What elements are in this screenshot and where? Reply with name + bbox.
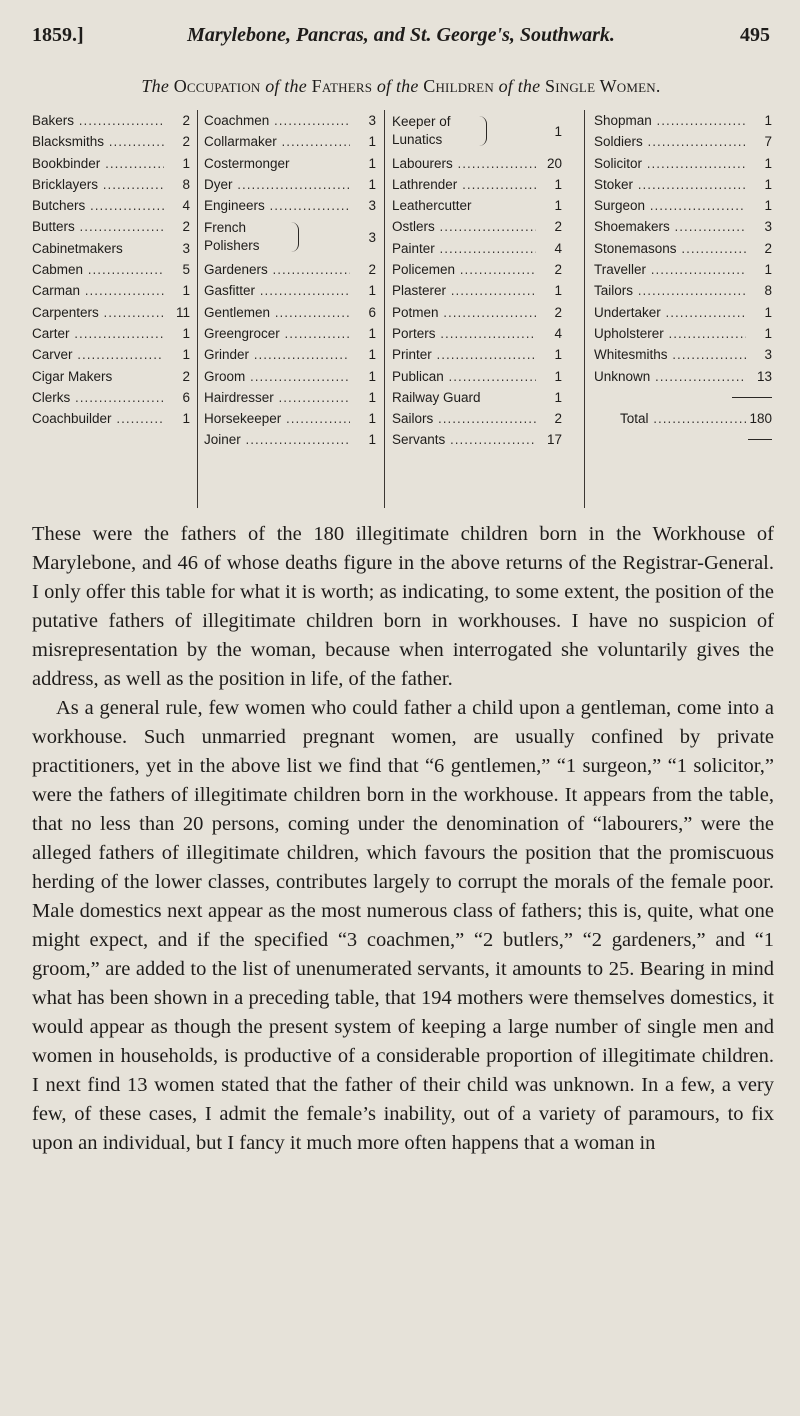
occupation-count: 4: [554, 325, 562, 341]
occupation-count: 3: [764, 219, 772, 235]
occupation-count: 2: [764, 240, 772, 256]
table-row: [392, 259, 562, 280]
occupation-count: 1: [554, 283, 562, 299]
table-row: [392, 110, 562, 153]
occupation-label: Keeper of Lunatics: [392, 114, 451, 147]
occupation-label: Butchers .....: [32, 195, 164, 216]
brace-mark: [290, 222, 299, 252]
occupation-count: 2: [182, 134, 190, 150]
table-row: [32, 280, 190, 301]
occupation-label: Upholsterer .....: [594, 323, 746, 344]
occupation-label: Clerks .....: [32, 387, 164, 408]
occupation-label: Surgeon .....: [594, 195, 746, 216]
occupation-label: Cabinetmakers: [32, 240, 123, 256]
caption-word: Occupation: [173, 76, 261, 96]
occupation-count: 1: [368, 325, 376, 341]
occupation-count: 1: [182, 283, 190, 299]
table-row: [204, 131, 376, 152]
occupation-count: 2: [368, 262, 376, 278]
occupation-label: Carman .....: [32, 280, 164, 301]
occupation-label: Carter .....: [32, 323, 164, 344]
table-column-3: [392, 110, 562, 508]
table-row: [594, 387, 772, 408]
occupation-count: 1: [368, 283, 376, 299]
occupation-label: Dyer .....: [204, 174, 350, 195]
occupation-count: 2: [554, 304, 562, 320]
occupation-count: 1: [764, 155, 772, 171]
table-row: [594, 174, 772, 195]
table-row: [32, 387, 190, 408]
occupation-label: Publican .....: [392, 366, 536, 387]
occupation-count: 2: [182, 368, 190, 384]
table-row: [392, 408, 562, 429]
occupation-count: 1: [182, 155, 190, 171]
occupation-count: 1: [554, 124, 562, 139]
table-row: [32, 110, 190, 131]
table-row: [32, 238, 190, 259]
header-title: Marylebone, Pancras, and St. George's, Southwark.: [187, 24, 615, 46]
table-row: [594, 238, 772, 259]
occupation-count: 4: [182, 198, 190, 214]
occupation-label: Carver .....: [32, 344, 164, 365]
caption-word: Single Women.: [545, 76, 661, 96]
occupation-label: Plasterer .....: [392, 280, 536, 301]
occupation-label: Bricklayers .....: [32, 174, 164, 195]
occupation-label: French Polishers: [204, 220, 260, 254]
caption-word: of the: [265, 76, 307, 96]
occupation-label: Butters .....: [32, 216, 164, 237]
occupation-count: 1: [368, 134, 376, 150]
occupation-label: Stoker .....: [594, 174, 746, 195]
body-text: [32, 520, 774, 1158]
occupation-label: Carpenters .....: [32, 302, 164, 323]
occupation-label: Solicitor .....: [594, 153, 746, 174]
occupation-count: 17: [546, 432, 562, 448]
table-row: [392, 387, 562, 408]
column-divider: [384, 110, 385, 508]
table-row: [32, 259, 190, 280]
occupation-label: Cabmen .....: [32, 259, 164, 280]
occupation-label: Lathrender .....: [392, 174, 536, 195]
paragraph: These were the fathers of the 180 illegitimate children born in the Workhouse of Marylebone, and 46 of whose deaths figure in the above returns of the Registrar-General. I only offer this table for what it is worth; as indicating, to some extent, the position of the putative fathers of illegitimate children born in workhouses. I have no suspicion of misrepresentation by the woman, because when interrogated she voluntarily gives the address, as well as the position in life, of the father.: [32, 523, 774, 690]
occupation-count: 1: [554, 368, 562, 384]
occupation-count: 1: [368, 432, 376, 448]
occupation-label: Bookbinder .....: [32, 153, 164, 174]
occupation-label: Coachbuilder .....: [32, 408, 164, 429]
occupation-label: Undertaker .....: [594, 302, 746, 323]
column-divider: [197, 110, 198, 508]
table-row: [392, 280, 562, 301]
occupation-label: Gasfitter .....: [204, 280, 350, 301]
table-row: [594, 323, 772, 344]
occupation-label: Soldiers .....: [594, 131, 746, 152]
table-row: [204, 429, 376, 450]
table-row: [594, 280, 772, 301]
occupation-count: 7: [764, 134, 772, 150]
occupation-count: 1: [368, 347, 376, 363]
occupation-label: Groom .....: [204, 366, 350, 387]
table-row: [392, 302, 562, 323]
occupation-count: 1: [764, 262, 772, 278]
occupation-count: 1: [764, 304, 772, 320]
caption-word: of the: [376, 76, 419, 96]
table-row: [594, 429, 772, 450]
table-row: [32, 153, 190, 174]
table-row: [594, 259, 772, 280]
sum-rule: [748, 439, 772, 440]
caption-word: Fathers: [311, 76, 373, 96]
table-row: [32, 174, 190, 195]
table-row: [594, 366, 772, 387]
occupation-label: Leathercutter: [392, 198, 472, 214]
occupation-count: 2: [182, 219, 190, 235]
occupation-label: Servants .....: [392, 429, 536, 450]
occupation-label: Traveller .....: [594, 259, 746, 280]
table-row: [204, 344, 376, 365]
occupation-count: 2: [554, 411, 562, 427]
header-year: 1859.]: [32, 24, 84, 46]
occupation-label: Greengrocer .....: [204, 323, 350, 344]
occupation-count: 3: [182, 240, 190, 256]
occupation-label: Cigar Makers: [32, 368, 113, 384]
occupation-count: 3: [368, 113, 376, 128]
occupation-count: 8: [764, 283, 772, 299]
occupation-count: 8: [182, 176, 190, 192]
total-count: 180: [749, 411, 772, 427]
occupation-count: 4: [554, 240, 562, 256]
occupation-label: Grinder .....: [204, 344, 350, 365]
table-row: [392, 195, 562, 216]
occupation-label: Tailors .....: [594, 280, 746, 301]
table-row: [32, 302, 190, 323]
occupation-count: 1: [764, 198, 772, 214]
table-row: [594, 195, 772, 216]
occupation-count: 1: [182, 347, 190, 363]
table-row: [594, 110, 772, 131]
table-caption: [32, 76, 770, 97]
caption-word: The: [141, 76, 170, 96]
occupation-label: Horsekeeper .....: [204, 408, 350, 429]
occupation-count: 1: [554, 176, 562, 192]
occupation-count: 1: [368, 411, 376, 427]
table-row: [204, 323, 376, 344]
table-column-4: [594, 110, 772, 508]
table-row: [32, 131, 190, 152]
occupation-count: 1: [182, 411, 190, 427]
caption-word: Children: [423, 76, 494, 96]
table-row: [392, 174, 562, 195]
occupation-count: 11: [175, 304, 190, 320]
table-row: [204, 387, 376, 408]
sum-rule: [732, 397, 772, 398]
occupation-count: 1: [764, 176, 772, 192]
occupation-label: Printer .....: [392, 344, 536, 365]
occupation-label: Engineers .....: [204, 195, 350, 216]
occupation-label: Gentlemen .....: [204, 302, 350, 323]
caption-word: of the: [498, 76, 541, 96]
occupation-count: 2: [182, 113, 190, 128]
occupation-label: Coachmen .....: [204, 110, 350, 131]
table-row: [392, 153, 562, 174]
occupation-table: [32, 110, 774, 508]
total-row: [620, 408, 772, 429]
occupation-label: Ostlers .....: [392, 216, 536, 237]
paragraph: As a general rule, few women who could father a child upon a gentleman, come into a workhouse. Such unmarried pregnant women, are usually confined by private practitioners, yet in the above list we find that “6 gentlemen,” “1 surgeon,” “1 solicitor,” were the fathers of illegitimate children born in the workhouse. It appears from the table, that no less than 20 persons, coming under the denomination of “labourers,” were the alleged fathers of illegitimate children, which favours the position that the promiscuous herding of the lower classes, contributes largely to corrupt the morals of the female poor. Male domestics next appear as the most numerous class of fathers; this is, quite, what one might expect, and if the specified “3 coachmen,” “2 butlers,” “2 gardeners,” and “1 groom,” are added to the list of unenumerated servants, it amounts to 25. Bearing in mind what has been shown in a preceding table, that 194 mothers were themselves domestics, it would appear as though the present system of keeping a large number of single men and women in households, is productive of a considerable proportion of illegitimate children. I next find 13 women stated that the father of their child was unknown. In a few, a very few, of these cases, I admit the female’s inability, out of a variety of paramours, to fix upon an individual, but I fancy it much more often happens that a woman in: [32, 697, 774, 1154]
occupation-label: Hairdresser .....: [204, 387, 350, 408]
table-row: [392, 344, 562, 365]
occupation-label: Bakers .....: [32, 110, 164, 131]
occupation-count: 1: [368, 389, 376, 405]
occupation-count: 6: [182, 389, 190, 405]
column-divider: [584, 110, 585, 508]
occupation-label: Whitesmiths .....: [594, 344, 746, 365]
occupation-label: Gardeners .....: [204, 259, 350, 280]
occupation-label: Unknown .....: [594, 366, 746, 387]
occupation-count: 5: [182, 262, 190, 278]
table-row: [204, 216, 376, 259]
occupation-count: 3: [368, 198, 376, 214]
occupation-count: 1: [554, 347, 562, 363]
brace-mark: [478, 116, 487, 146]
running-header: [32, 18, 770, 52]
page-number: 495: [740, 24, 770, 46]
table-row: [204, 366, 376, 387]
occupation-count: 13: [756, 368, 772, 384]
occupation-label: Collarmaker .....: [204, 131, 350, 152]
occupation-label: Potmen .....: [392, 302, 536, 323]
occupation-label: Painter .....: [392, 238, 536, 259]
table-row: [392, 238, 562, 259]
table-row: [594, 153, 772, 174]
table-row: [594, 302, 772, 323]
occupation-count: 3: [764, 347, 772, 363]
occupation-count: 2: [554, 219, 562, 235]
table-row: [32, 366, 190, 387]
table-row: [204, 174, 376, 195]
occupation-count: 1: [554, 389, 562, 405]
table-row: [594, 131, 772, 152]
occupation-count: 3: [368, 230, 376, 246]
table-row: [32, 323, 190, 344]
table-row: [204, 408, 376, 429]
occupation-count: 2: [554, 262, 562, 278]
occupation-label: Shopman .....: [594, 110, 746, 131]
occupation-count: 6: [368, 304, 376, 320]
occupation-count: 1: [368, 155, 376, 171]
table-row: [594, 216, 772, 237]
occupation-count: 1: [554, 198, 562, 214]
table-column-2: [204, 110, 376, 508]
table-row: [32, 408, 190, 429]
occupation-count: 1: [764, 325, 772, 341]
occupation-label: Joiner .....: [204, 429, 350, 450]
table-row: [204, 280, 376, 301]
occupation-count: 1: [368, 176, 376, 192]
table-row: [392, 366, 562, 387]
table-row: [204, 259, 376, 280]
table-row: [392, 429, 562, 450]
table-row: [204, 302, 376, 323]
occupation-count: 1: [182, 325, 190, 341]
table-row: [32, 195, 190, 216]
table-row: [204, 195, 376, 216]
occupation-label: Blacksmiths .....: [32, 131, 164, 152]
table-row: [392, 216, 562, 237]
occupation-label: Labourers .....: [392, 153, 536, 174]
occupation-label: Shoemakers .....: [594, 216, 746, 237]
occupation-count: 20: [546, 155, 562, 171]
table-row: [392, 323, 562, 344]
table-row: [204, 110, 376, 131]
table-row: [594, 344, 772, 365]
table-row: [204, 153, 376, 174]
table-row: [32, 216, 190, 237]
occupation-label: Stonemasons .....: [594, 238, 746, 259]
occupation-count: 1: [368, 368, 376, 384]
occupation-label: Costermonger: [204, 155, 290, 171]
occupation-label: Porters .....: [392, 323, 536, 344]
occupation-count: 1: [764, 113, 772, 128]
total-label: Total .....: [620, 408, 746, 429]
occupation-label: Railway Guard: [392, 389, 481, 405]
occupation-label: Policemen .....: [392, 259, 536, 280]
table-row: [32, 344, 190, 365]
occupation-label: Sailors .....: [392, 408, 536, 429]
table-column-1: [32, 110, 190, 508]
